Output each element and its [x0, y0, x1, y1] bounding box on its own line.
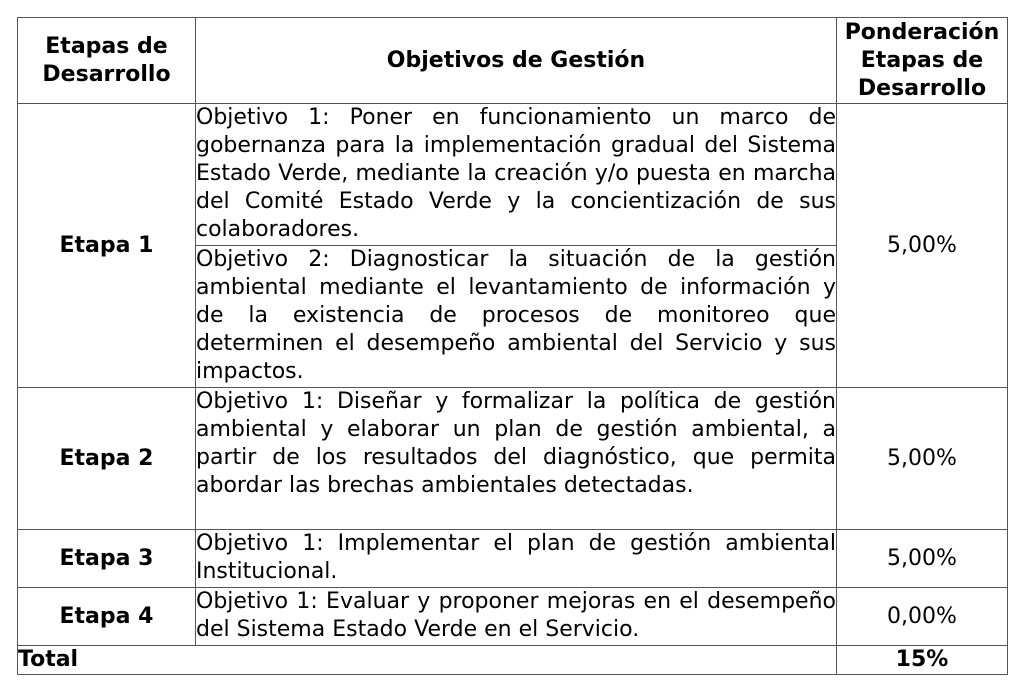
weight-cell: 5,00% [837, 530, 1008, 588]
header-stages: Etapas de Desarrollo [18, 18, 196, 104]
objective-cell: Objetivo 1: Implementar el plan de gestión ambiental Institucional. [196, 530, 837, 588]
weight-cell: 5,00% [837, 104, 1008, 388]
objective-cell: Objetivo 1: Evaluar y proponer mejoras en el desempeño del Sistema Estado Verde en el Servicio. [196, 588, 837, 646]
header-weight: Ponderación Etapas de Desarrollo [837, 18, 1008, 104]
header-objectives: Objetivos de Gestión [196, 18, 837, 104]
weight-cell: 0,00% [837, 588, 1008, 646]
table-row [18, 530, 1008, 588]
stage-cell: Etapa 3 [18, 530, 196, 588]
table-row [18, 588, 1008, 646]
objective-cell: Objetivo 1: Poner en funcionamiento un marco de gobernanza para la implementación gradual del Sistema Estado Verde, mediante la creación y/o puesta en marcha del Comité Estado Verde y la concientización de sus colaboradores. [196, 104, 837, 246]
total-label: Total [18, 646, 837, 675]
objective-cell: Objetivo 2: Diagnosticar la situación de la gestión ambiental mediante el levantamiento de información y de la existencia de procesos de monitoreo que determinen el desempeño ambiental del Servicio y sus impactos. [196, 246, 837, 388]
stage-cell: Etapa 2 [18, 388, 196, 530]
table-row [18, 388, 1008, 530]
stage-cell: Etapa 1 [18, 104, 196, 388]
table-row [18, 104, 1008, 246]
stage-cell: Etapa 4 [18, 588, 196, 646]
header-row [18, 18, 1008, 104]
stages-table [17, 17, 1008, 675]
total-value: 15% [837, 646, 1008, 675]
weight-cell: 5,00% [837, 388, 1008, 530]
objective-cell: Objetivo 1: Diseñar y formalizar la política de gestión ambiental y elaborar un plan de gestión ambiental, a partir de los resultados del diagnóstico, que permita abordar las brechas ambientales detectadas. [196, 388, 837, 530]
total-row [18, 646, 1008, 675]
